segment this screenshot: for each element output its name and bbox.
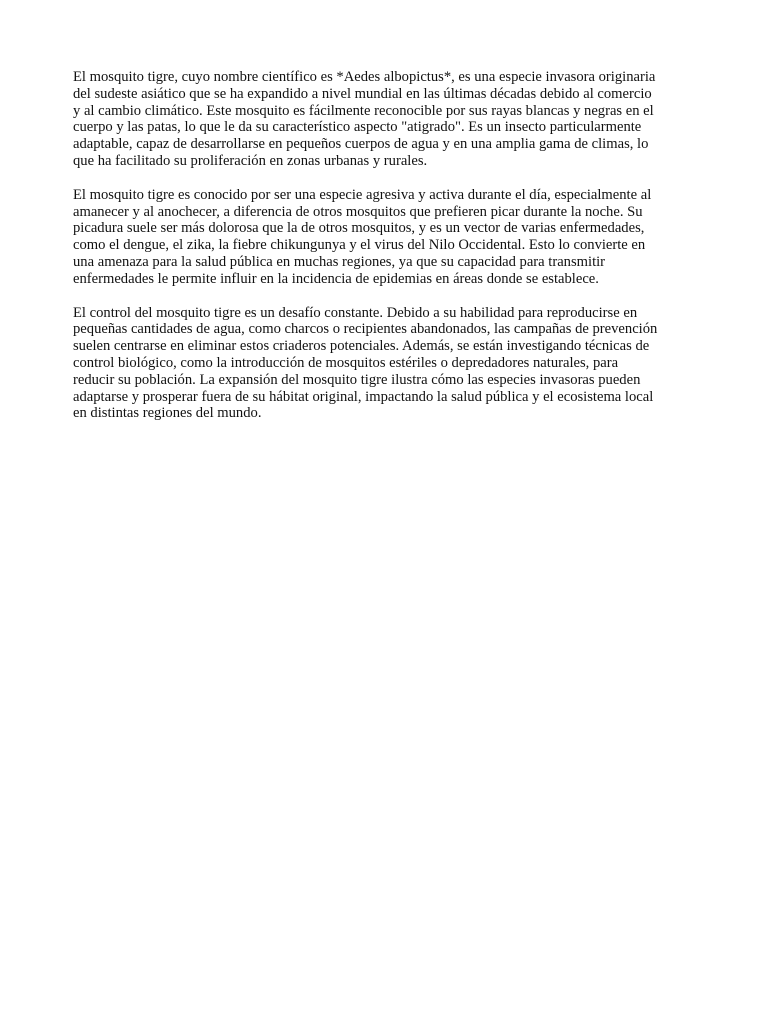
document-page [73, 69, 698, 439]
paragraph-behavior: El mosquito tigre es conocido por ser una especie agresiva y activa durante el día, especialmente al amanecer y al anochecer, a diferencia de otros mosquitos que prefieren picar durante la noche. Su picadura suele ser más dolorosa que la de otros mosquitos, y es un vector de varias enfermedades, como el dengue, el zika, la fiebre chikungunya y el virus del Nilo Occidental. Esto lo convierte en una amenaza para la salud pública en muchas regiones, ya que su capacidad para transmitir enfermedades le permite influir en la incidencia de epidemias en áreas donde se establece. [73, 186, 652, 287]
paragraph-introduction: El mosquito tigre, cuyo nombre científico es *Aedes albopictus*, es una especie invasora originaria del sudeste asiático que se ha expandido a nivel mundial en las últimas décadas debido al comercio y al cambio climático. Este mosquito es fácilmente reconocible por sus rayas blancas y negras en el cuerpo y las patas, lo que le da su característico aspecto "atigrado". Es un insecto particularmente adaptable, capaz de desarrollarse en pequeños cuerpos de agua y en una amplia gama de climas, lo que ha facilitado su proliferación en zonas urbanas y rurales. [73, 69, 656, 169]
paragraph-control: El control del mosquito tigre es un desafío constante. Debido a su habilidad para reproducirse en pequeñas cantidades de agua, como charcos o recipientes abandonados, las campañas de prevención suelen centrarse en eliminar estos criaderos potenciales. Además, se están investigando técnicas de control biológico, como la introducción de mosquitos estériles o depredadores naturales, para reducir su población. La expansión del mosquito tigre ilustra cómo las especies invasoras pueden adaptarse y prosperar fuera de su hábitat original, impactando la salud pública y el ecosistema local en distintas regiones del mundo. [73, 304, 658, 422]
